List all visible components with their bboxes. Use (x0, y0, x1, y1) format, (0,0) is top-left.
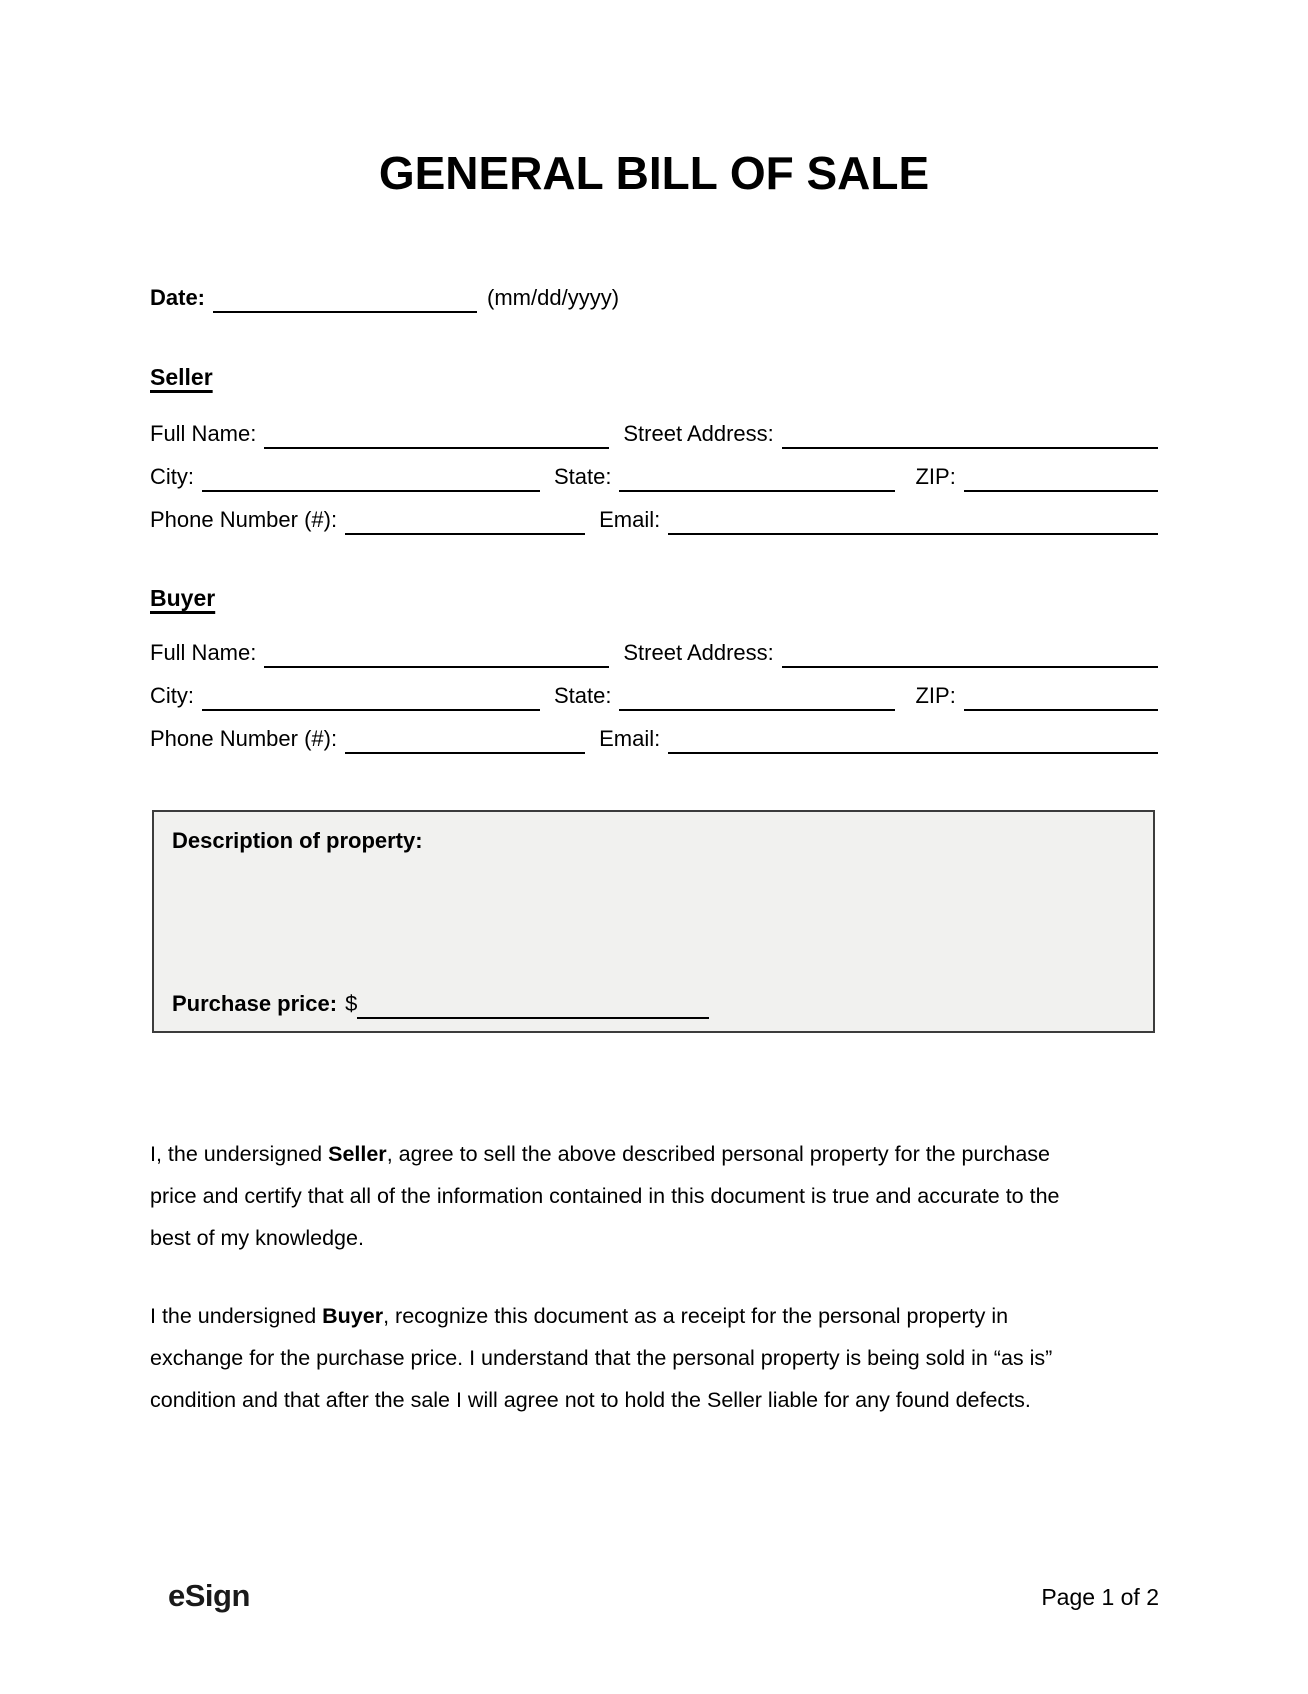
buyer-clause-paragraph (150, 1295, 1090, 1421)
seller-name-address-row (150, 419, 1158, 449)
seller-phone-email-row (150, 505, 1158, 535)
seller-clause-bold-word: Seller (328, 1141, 387, 1166)
buyer-email-label: Email: (599, 726, 661, 751)
seller-street-address-blank-field[interactable] (782, 419, 1158, 449)
esign-logo: eSign (168, 1578, 250, 1613)
buyer-full-name-label: Full Name: (150, 640, 257, 665)
buyer-street-address-label: Street Address: (623, 640, 774, 665)
buyer-email-blank-field[interactable] (668, 724, 1158, 754)
purchase-price-row (172, 989, 709, 1019)
buyer-state-label: State: (554, 683, 612, 708)
purchase-price-label: Purchase price: (172, 991, 338, 1016)
buyer-zip-label: ZIP: (915, 683, 956, 708)
buyer-street-address-blank-field[interactable] (782, 638, 1158, 668)
seller-phone-blank-field[interactable] (345, 505, 585, 535)
date-row (150, 283, 1158, 313)
page-indicator: Page 1 of 2 (1041, 1584, 1159, 1610)
buyer-city-state-zip-row (150, 681, 1158, 711)
seller-email-label: Email: (599, 507, 661, 532)
seller-email-blank-field[interactable] (668, 505, 1158, 535)
currency-symbol: $ (345, 991, 358, 1016)
seller-full-name-blank-field[interactable] (264, 419, 609, 449)
buyer-city-blank-field[interactable] (202, 681, 540, 711)
buyer-phone-email-row (150, 724, 1158, 754)
date-blank-field[interactable] (213, 283, 477, 313)
property-description-label: Description of property: (172, 828, 423, 853)
buyer-clause-bold-word: Buyer (322, 1303, 384, 1328)
buyer-clause-pre: I the undersigned (150, 1303, 323, 1328)
seller-phone-label: Phone Number (#): (150, 507, 338, 532)
seller-city-state-zip-row (150, 462, 1158, 492)
property-description-box (152, 810, 1155, 1033)
buyer-name-address-row (150, 638, 1158, 668)
purchase-price-blank-field[interactable] (357, 989, 709, 1019)
seller-zip-label: ZIP: (915, 464, 956, 489)
seller-city-label: City: (150, 464, 194, 489)
date-format-hint: (mm/dd/yyyy) (487, 285, 620, 310)
buyer-state-blank-field[interactable] (619, 681, 895, 711)
seller-clause-post: , agree to sell the above described personal property for the purchase price and certify that all of the information contained in this document is true and accurate to the best of my knowledge. (150, 1141, 1060, 1250)
seller-zip-blank-field[interactable] (964, 462, 1158, 492)
seller-clause-paragraph (150, 1133, 1090, 1259)
seller-section-heading: Seller (150, 364, 213, 390)
seller-state-blank-field[interactable] (619, 462, 895, 492)
buyer-phone-label: Phone Number (#): (150, 726, 338, 751)
seller-street-address-label: Street Address: (623, 421, 774, 446)
buyer-clause-post: , recognize this document as a receipt for the personal property in exchange for the purchase price. I understand that the personal property is being sold in “as is” condition and that after the sale I will agree not to hold the Seller liable for any found defects. (150, 1303, 1053, 1412)
date-label: Date: (150, 285, 206, 310)
buyer-zip-blank-field[interactable] (964, 681, 1158, 711)
seller-full-name-label: Full Name: (150, 421, 257, 446)
seller-city-blank-field[interactable] (202, 462, 540, 492)
seller-clause-pre: I, the undersigned (150, 1141, 329, 1166)
buyer-phone-blank-field[interactable] (345, 724, 585, 754)
document-title: GENERAL BILL OF SALE (378, 147, 930, 199)
buyer-city-label: City: (150, 683, 194, 708)
buyer-section-heading: Buyer (150, 585, 216, 611)
buyer-full-name-blank-field[interactable] (264, 638, 609, 668)
seller-state-label: State: (554, 464, 612, 489)
